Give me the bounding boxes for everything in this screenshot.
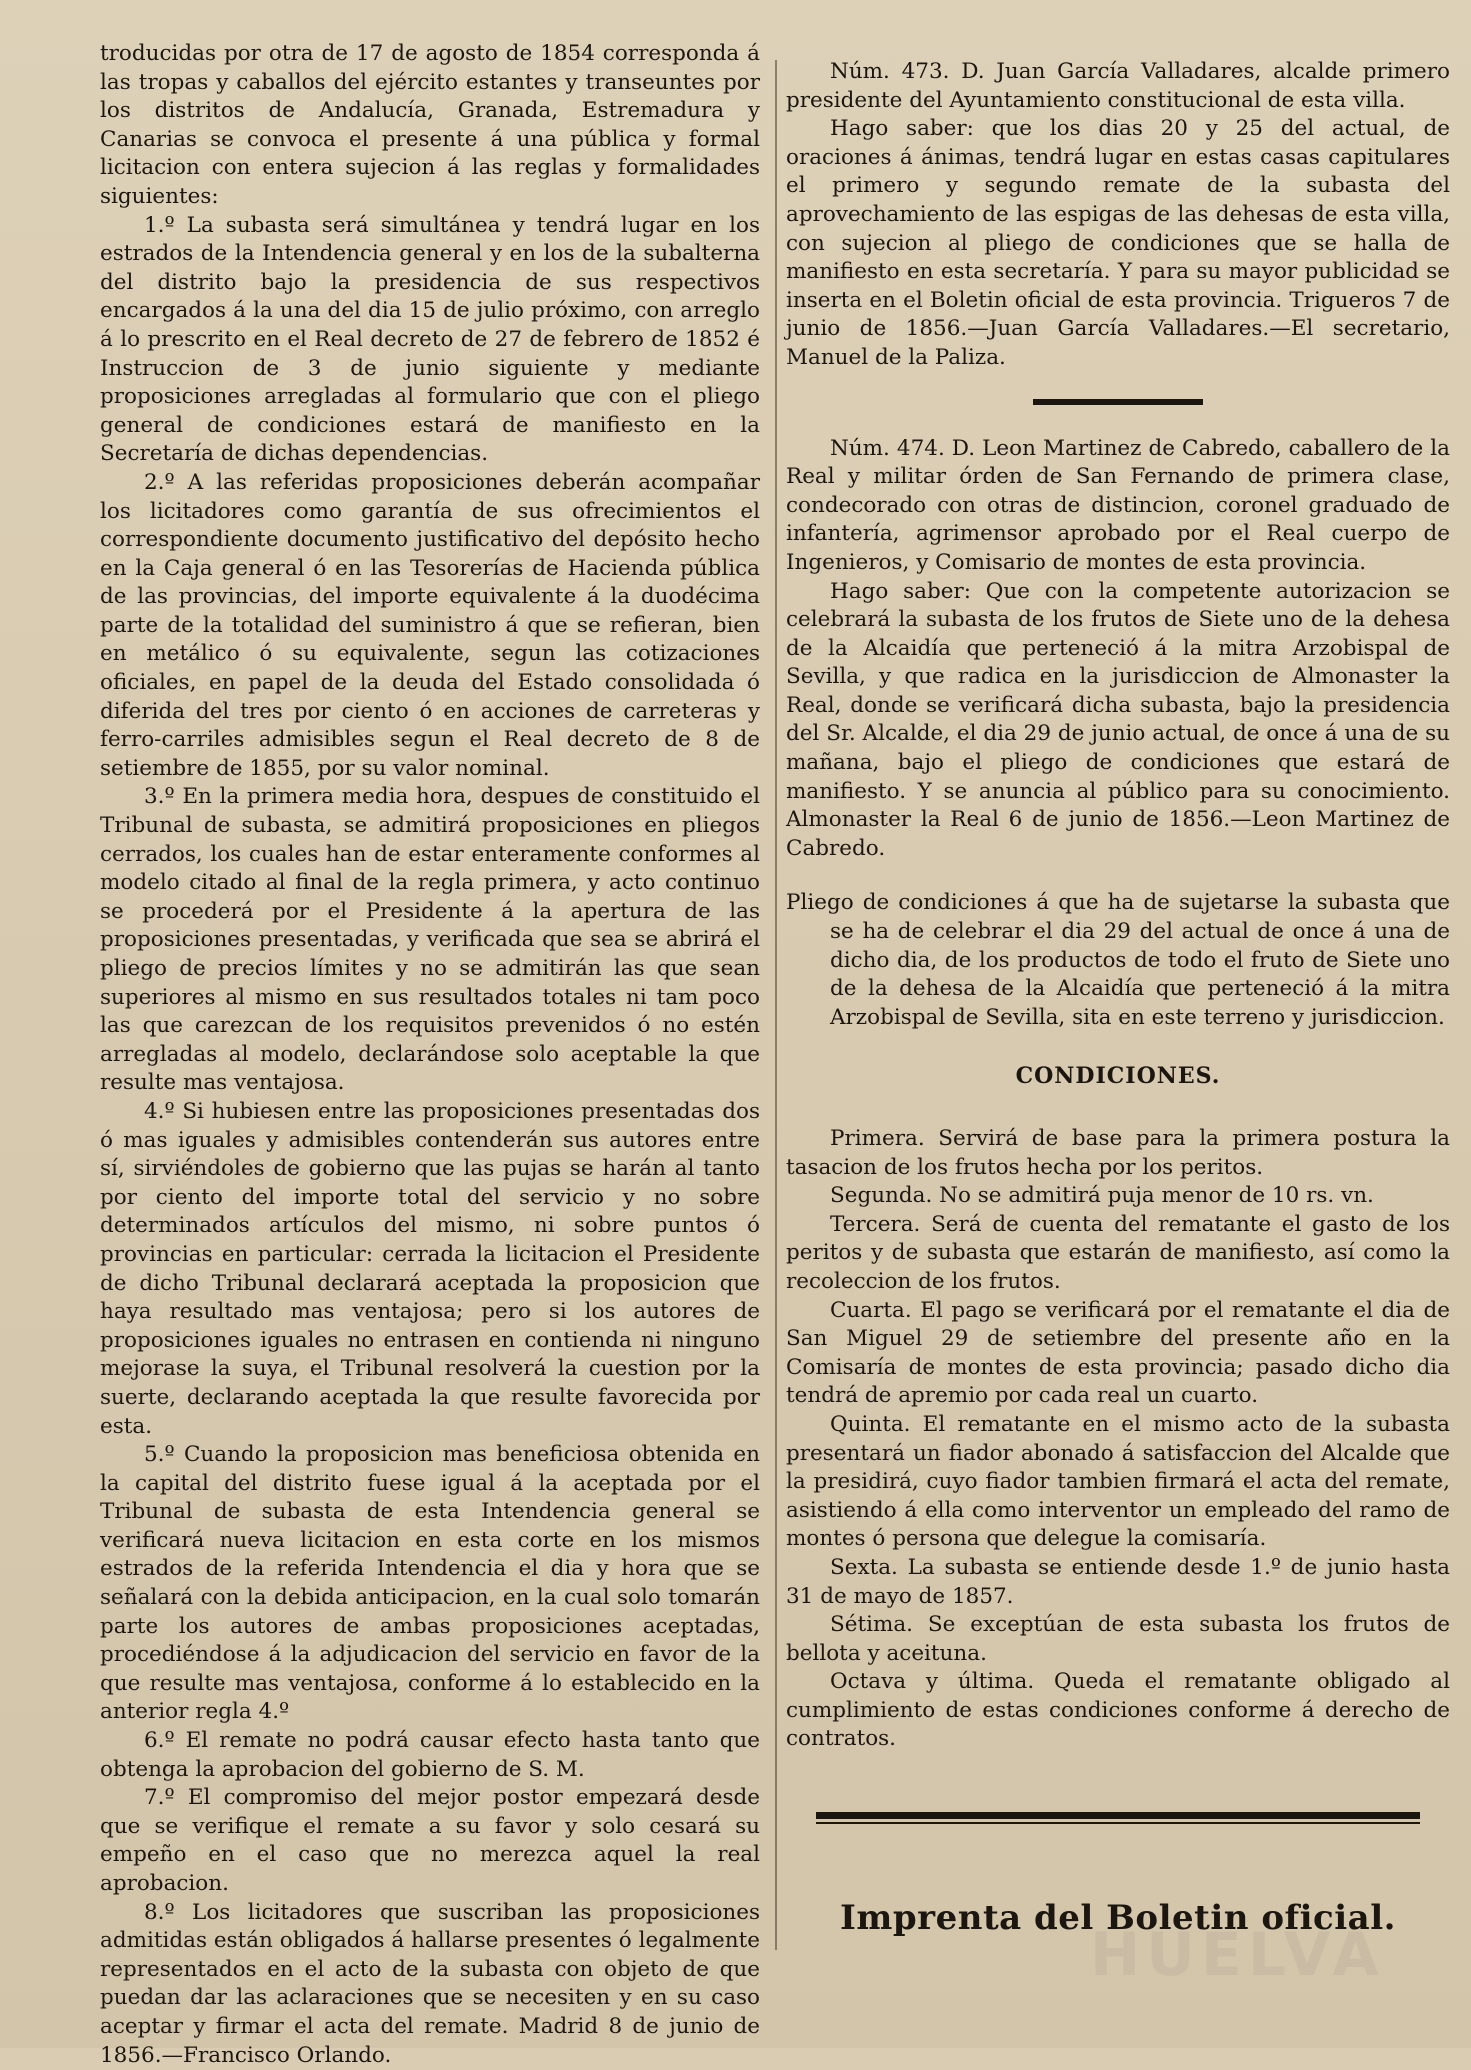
rule-5: 5.º Cuando la proposicion mas beneficiosa obtenida en la capital del distrito fuese igual á la aceptada por el Tribunal de subasta de esta Intendencia general se verificará nueva licitacion en esta corte en los mismos estrados de la referida Intendencia el dia y hora que se señalará con la debida anticipacion, en la cual solo tomarán parte los autores de ambas proposiciones aceptadas, procediéndose á la adjudicacion del servicio en favor de la que resulte mas ventajosa, conforme á lo establecido en la anterior regla 4.º: [100, 1442, 760, 1725]
rule-1: 1.º La subasta será simultánea y tendrá lugar en los estrados de la Intendencia general y en los de la subalterna del distrito bajo la presidencia de sus respectivos encargados á la una del dia 15 de julio próximo, con arreglo á lo prescrito en el Real decreto de 27 de febrero de 1852 é Instruccion de 3 de junio siguiente y mediante proposiciones arregladas al formulario que con el pliego general de condiciones estará de manifiesto en la Secretaría de dichas dependencias.: [100, 212, 760, 467]
notice-473-body: Hago saber: que los dias 20 y 25 del actual, de oraciones á ánimas, tendrá lugar en estas casas capitulares el primero y segundo remate de la subasta del aprovechamiento de las espigas de las dehesas de esta villa, con sujecion al pliego de condiciones que se halla de manifiesto en esta secretaría. Y para su mayor publicidad se inserta en el Boletin oficial de esta provincia. Trigueros 7 de junio de 1856.—Juan García Valladares.—El secretario, Manuel de la Paliza.: [786, 116, 1450, 370]
closing-rule: [816, 1812, 1420, 1824]
condition-7: Sétima. Se exceptúan de esta subasta los frutos de bellota y aceituna.: [786, 1612, 1450, 1666]
condition-6: Sexta. La subasta se entiende desde 1.º de junio hasta 31 de mayo de 1857.: [786, 1554, 1450, 1609]
rule-7: 7.º El compromiso del mejor postor empezará desde que se verifique el remate a su favor y solo cesará su empeño en el caso que no merezca aquel la real aprobacion.: [100, 1785, 760, 1896]
spacer: [786, 863, 1450, 889]
intro-paragraph: troducidas por otra de 17 de agosto de 1854 corresponda á las tropas y caballos del ejército estantes y transeuntes por los distritos de Andalucía, Granada, Estremadura y Canarias se convoca el presente á una pública y formal licitacion con entera sujecion á las reglas y formalidades siguientes:: [100, 41, 760, 209]
notice-474-body: Hago saber: Que con la competente autorizacion se celebrará la subasta de los frutos de Siete uno de la dehesa de la Alcaidía que perteneció á la mitra Arzobispal de Sevilla, y que radica en la jurisdiccion de Almonaster la Real, donde se verificará dicha subasta, bajo la presidencia del Sr. Alcalde, el dia 29 de junio actual, de once á una de su mañana, bajo el pliego de condiciones que estará de manifiesto. Y se anuncia al público para su conocimiento. Almonaster la Real 6 de junio de 1856.—Leon Martinez de Cabredo.: [786, 578, 1450, 861]
pliego-heading: Pliego de condiciones á que ha de sujetarse la subasta que se ha de celebrar el dia 29 del actual de once á una de dicho dia, de los productos de todo el fruto de Siete uno de la dehesa de la Alcaidía que perteneció á la mitra Arzobispal de Sevilla, sita en este terreno y jurisdiccion.: [786, 890, 1450, 1030]
condition-4: Cuarta. El pago se verificará por el rematante el dia de San Miguel 29 de setiembre del presente año en la Comisaría de montes de esta provincia; pasado dicho dia tendrá de apremio por cada real un cuarto.: [786, 1297, 1450, 1409]
rule-3: 3.º En la primera media hora, despues de constituido el Tribunal de subasta, se admitirá proposiciones en pliegos cerrados, los cuales han de estar enteramente conformes al modelo citado al final de la regla primera, y acto continuo se procederá por el Presidente á la apertura de las proposiciones presentadas, y verificada que sea se abrirá el pliego de precios límites y no se admitirán las que sean superiores al mismo en sus resultados totales ni tam poco las que carezcan de los requisitos prevenidos ó no estén arregladas al modelo, declarándose solo aceptable la que resulte mas ventajosa.: [100, 784, 760, 1096]
rule-8: 8.º Los licitadores que suscriban las proposiciones admitidas están obligados á hallarse presentes ó legalmente representados en el acto de la subasta con objeto de que puedan dar las aclaraciones que se necesiten y en su caso aceptar y firmar el acta del remate. Madrid 8 de junio de 1856.—Francisco Orlando.: [100, 1899, 760, 2068]
conditions-title: CONDICIONES.: [1015, 1063, 1221, 1090]
notice-473-heading: Núm. 473. D. Juan García Valladares, alcalde primero presidente del Ayuntamiento constitucional de esta villa.: [786, 59, 1450, 113]
printer-imprint: Imprenta del Boletin oficial.: [840, 1898, 1396, 1939]
condition-8: Octava y última. Queda el rematante obligado al cumplimiento de estas condiciones conforme á derecho de contratos.: [786, 1669, 1450, 1752]
section-separator: [1033, 399, 1203, 405]
left-column: [100, 40, 760, 2070]
archive-watermark: HUELVA: [1090, 1920, 1385, 1990]
condition-5: Quinta. El rematante en el mismo acto de la subasta presentará un fiador abonado á satisfaccion del Alcalde que la presidirá, cuyo fiador tambien firmará el acta del remate, asistiendo á ella como interventor un empleado del ramo de montes ó persona que delegue la comisaría.: [786, 1411, 1450, 1552]
column-divider: [775, 60, 777, 1950]
rule-2: 2.º A las referidas proposiciones deberán acompañar los licitadores como garantía de sus ofrecimientos el correspondiente documento justificativo del depósito hecho en la Caja general ó en las Tesorerías de Hacienda pública de las provincias, del importe equivalente á la duodécima parte de la totalidad del suministro á que se refieran, bien en metálico ó su equivalente, segun las cotizaciones oficiales, en papel de la deuda del Estado consolidada ó diferida del tres por ciento ó en acciones de carreteras y ferro-carriles admisibles segun el Real decreto de 8 de setiembre de 1855, por su valor nominal.: [100, 469, 760, 781]
notice-474-heading: Núm. 474. D. Leon Martinez de Cabredo, caballero de la Real y militar órden de San Fernando de primera clase, condecorado con otras de distincion, coronel graduado de infantería, agrimensor aprobado por el Real cuerpo de Ingenieros, y Comisario de montes de esta provincia.: [786, 435, 1450, 575]
condition-2: Segunda. No se admitirá puja menor de 10 rs. vn.: [830, 1183, 1374, 1209]
rule-4: 4.º Si hubiesen entre las proposiciones presentadas dos ó mas iguales y admisibles contenderán sus autores entre sí, sirviéndoles de gobierno que las pujas se harán al tanto por ciento del importe total del servicio y no sobre determinados artículos del mismo, ni sobre puntos ó provincias en particular: cerrada la licitacion el Presidente de dicho Tribunal declarará aceptada la proposicion que haya resultado mas ventajosa; pero si los autores de proposiciones iguales no entrasen en contienda ni ninguno mejorase la suya, el Tribunal resolverá la cuestion por la suerte, declarando aceptada la que resulte favorecida por esta.: [100, 1098, 760, 1439]
right-column: [786, 58, 1450, 1939]
rule-6: 6.º El remate no podrá causar efecto hasta tanto que obtenga la aprobacion del gobierno de S. M.: [100, 1728, 760, 1782]
condition-3: Tercera. Será de cuenta del rematante el gasto de los peritos y de subasta que estarán de manifiesto, así como la recoleccion de los frutos.: [786, 1211, 1450, 1294]
condition-1: Primera. Servirá de base para la primera postura la tasacion de los frutos hecha por los peritos.: [786, 1126, 1450, 1180]
